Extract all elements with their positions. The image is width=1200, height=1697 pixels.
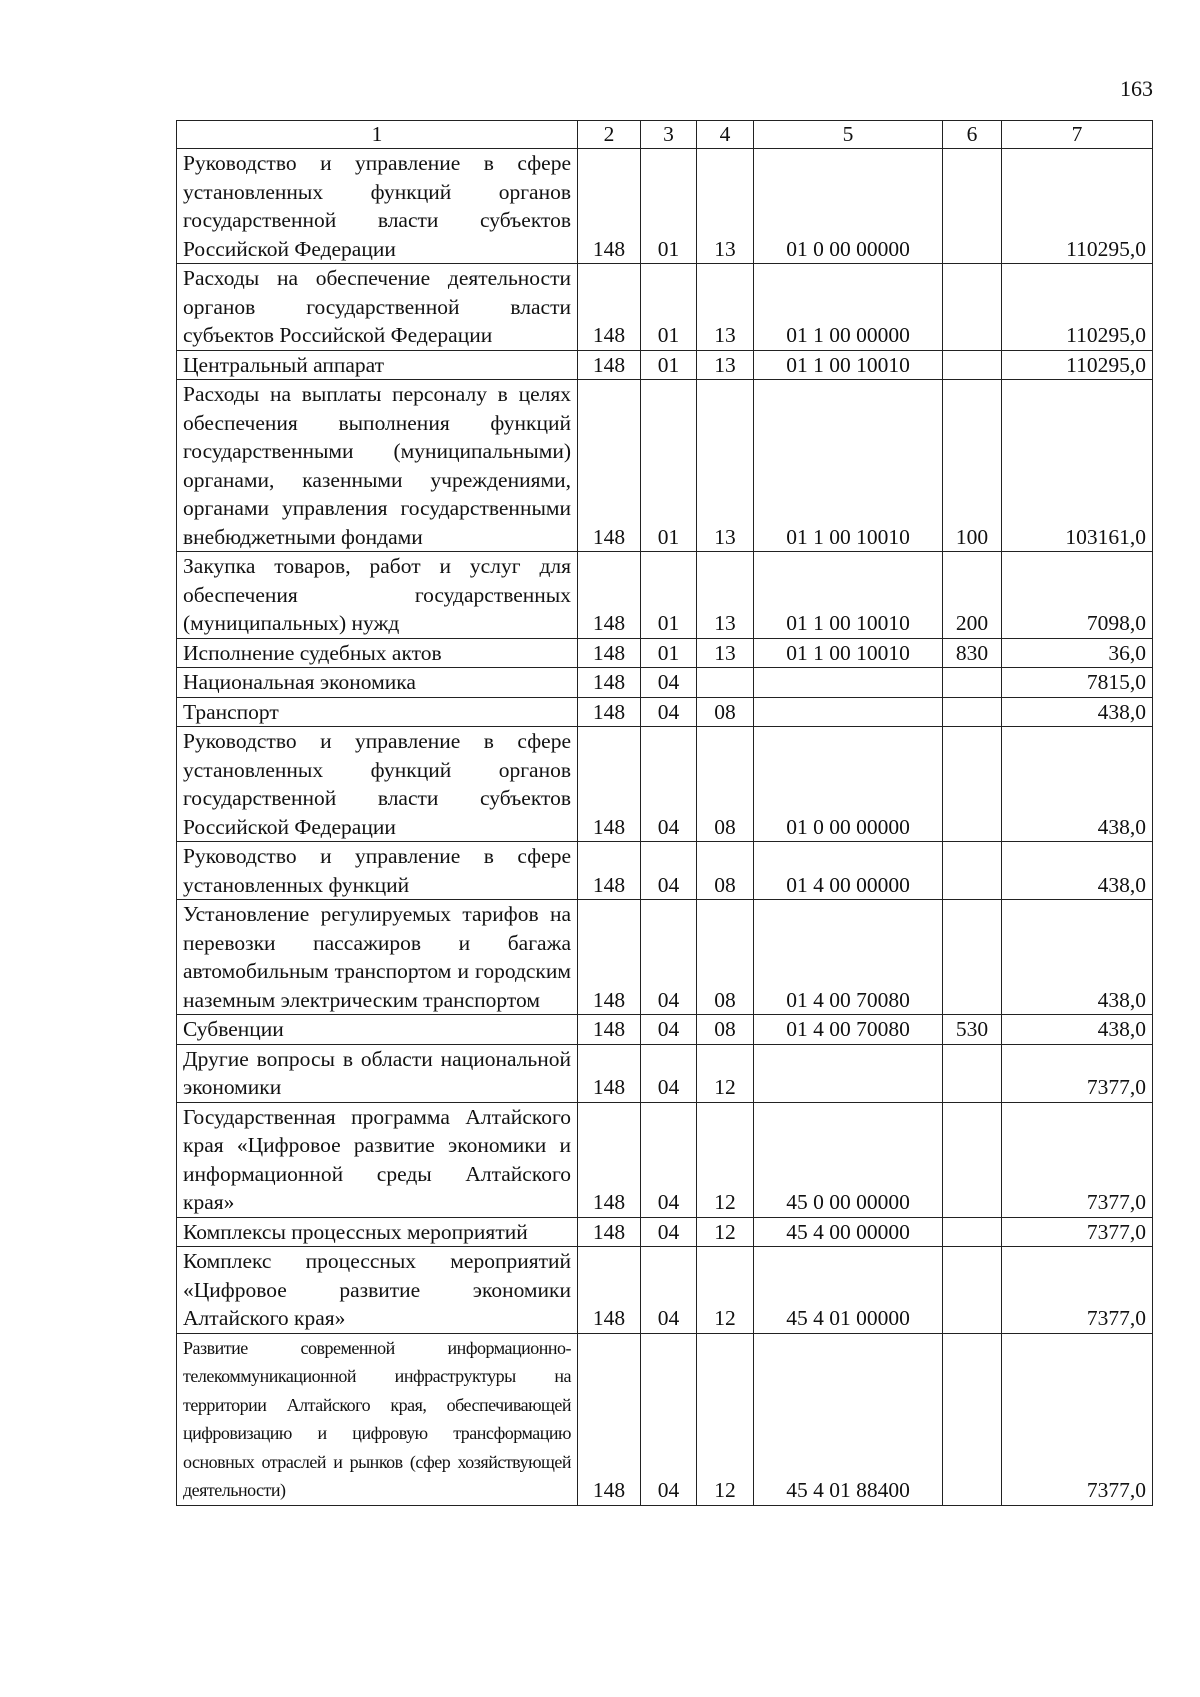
row-col2-cell: 148 xyxy=(578,900,641,1015)
row-name-cell: Национальная экономика xyxy=(177,668,578,698)
row-col3-cell: 04 xyxy=(641,697,697,727)
header-cell-1: 1 xyxy=(177,121,578,149)
row-col4-cell xyxy=(697,668,754,698)
row-col3-cell: 01 xyxy=(641,149,697,264)
row-amount-cell: 7377,0 xyxy=(1002,1044,1153,1102)
row-name-cell: Комплекс процессных мероприятий «Цифровое развитие экономики Алтайского края» xyxy=(177,1247,578,1334)
table-row xyxy=(177,380,1153,552)
row-col6-cell xyxy=(943,1102,1002,1217)
row-code-cell xyxy=(754,668,943,698)
row-amount-cell: 7377,0 xyxy=(1002,1247,1153,1334)
budget-table xyxy=(176,120,1153,1506)
row-amount-cell: 103161,0 xyxy=(1002,380,1153,552)
row-col2-cell: 148 xyxy=(578,1015,641,1045)
header-cell-2: 2 xyxy=(578,121,641,149)
row-col6-cell: 200 xyxy=(943,552,1002,639)
header-cell-4: 4 xyxy=(697,121,754,149)
row-amount-cell: 7377,0 xyxy=(1002,1102,1153,1217)
row-col2-cell: 148 xyxy=(578,727,641,842)
row-amount-cell: 438,0 xyxy=(1002,727,1153,842)
row-col3-cell: 04 xyxy=(641,1102,697,1217)
table-row xyxy=(177,668,1153,698)
row-code-cell: 01 0 00 00000 xyxy=(754,727,943,842)
row-col2-cell: 148 xyxy=(578,1333,641,1505)
row-col2-cell: 148 xyxy=(578,697,641,727)
row-col3-cell: 04 xyxy=(641,1044,697,1102)
table-row xyxy=(177,1015,1153,1045)
row-name-cell: Транспорт xyxy=(177,697,578,727)
row-col3-cell: 01 xyxy=(641,380,697,552)
row-name-cell: Расходы на обеспечение деятельности органов государственной власти субъектов Российской Федерации xyxy=(177,264,578,351)
table-row xyxy=(177,552,1153,639)
row-col4-cell: 08 xyxy=(697,727,754,842)
row-col2-cell: 148 xyxy=(578,149,641,264)
row-code-cell: 01 1 00 10010 xyxy=(754,552,943,639)
row-amount-cell: 7098,0 xyxy=(1002,552,1153,639)
row-col4-cell: 12 xyxy=(697,1333,754,1505)
row-col3-cell: 01 xyxy=(641,350,697,380)
table-row xyxy=(177,149,1153,264)
row-col6-cell xyxy=(943,350,1002,380)
row-col3-cell: 01 xyxy=(641,264,697,351)
row-code-cell: 45 4 01 00000 xyxy=(754,1247,943,1334)
row-col6-cell xyxy=(943,264,1002,351)
row-col3-cell: 04 xyxy=(641,1217,697,1247)
row-name-cell: Центральный аппарат xyxy=(177,350,578,380)
row-col2-cell: 148 xyxy=(578,552,641,639)
header-cell-3: 3 xyxy=(641,121,697,149)
row-col4-cell: 08 xyxy=(697,842,754,900)
row-amount-cell: 7377,0 xyxy=(1002,1217,1153,1247)
row-col2-cell: 148 xyxy=(578,668,641,698)
row-name-cell: Субвенции xyxy=(177,1015,578,1045)
table-row xyxy=(177,697,1153,727)
row-col3-cell: 04 xyxy=(641,1247,697,1334)
table-row xyxy=(177,1247,1153,1334)
row-name-cell: Комплексы процессных мероприятий xyxy=(177,1217,578,1247)
row-col2-cell: 148 xyxy=(578,1044,641,1102)
row-col6-cell xyxy=(943,1333,1002,1505)
row-col3-cell: 04 xyxy=(641,668,697,698)
row-amount-cell: 110295,0 xyxy=(1002,149,1153,264)
row-col2-cell: 148 xyxy=(578,350,641,380)
table-row xyxy=(177,727,1153,842)
row-col3-cell: 04 xyxy=(641,727,697,842)
row-code-cell: 45 4 00 00000 xyxy=(754,1217,943,1247)
row-col6-cell xyxy=(943,697,1002,727)
row-col3-cell: 01 xyxy=(641,638,697,668)
table-row xyxy=(177,638,1153,668)
row-amount-cell: 438,0 xyxy=(1002,697,1153,727)
table-row xyxy=(177,1333,1153,1505)
row-col4-cell: 08 xyxy=(697,1015,754,1045)
table-row xyxy=(177,900,1153,1015)
row-col4-cell: 12 xyxy=(697,1247,754,1334)
table-row xyxy=(177,1044,1153,1102)
row-col6-cell xyxy=(943,1217,1002,1247)
row-code-cell: 01 1 00 10010 xyxy=(754,380,943,552)
header-row xyxy=(177,121,1153,149)
row-code-cell: 01 0 00 00000 xyxy=(754,149,943,264)
row-code-cell: 01 1 00 10010 xyxy=(754,638,943,668)
row-code-cell: 01 1 00 00000 xyxy=(754,264,943,351)
row-code-cell: 45 4 01 88400 xyxy=(754,1333,943,1505)
row-name-cell: Руководство и управление в сфере установленных функций органов государственной власти субъектов Российской Федерации xyxy=(177,727,578,842)
row-col4-cell: 13 xyxy=(697,552,754,639)
row-col3-cell: 01 xyxy=(641,552,697,639)
row-name-cell: Установление регулируемых тарифов на перевозки пассажиров и багажа автомобильным транспортом и городским наземным электрическим транспортом xyxy=(177,900,578,1015)
row-col6-cell xyxy=(943,1044,1002,1102)
row-col6-cell: 830 xyxy=(943,638,1002,668)
table-row xyxy=(177,1217,1153,1247)
row-col2-cell: 148 xyxy=(578,1247,641,1334)
table-row xyxy=(177,842,1153,900)
row-col4-cell: 12 xyxy=(697,1217,754,1247)
row-col2-cell: 148 xyxy=(578,638,641,668)
row-col3-cell: 04 xyxy=(641,900,697,1015)
row-code-cell: 01 4 00 70080 xyxy=(754,1015,943,1045)
row-amount-cell: 7377,0 xyxy=(1002,1333,1153,1505)
row-amount-cell: 438,0 xyxy=(1002,842,1153,900)
table-row xyxy=(177,264,1153,351)
row-col2-cell: 148 xyxy=(578,380,641,552)
row-amount-cell: 438,0 xyxy=(1002,900,1153,1015)
row-code-cell xyxy=(754,697,943,727)
row-col4-cell: 12 xyxy=(697,1102,754,1217)
row-amount-cell: 7815,0 xyxy=(1002,668,1153,698)
row-name-cell: Другие вопросы в области национальной экономики xyxy=(177,1044,578,1102)
row-col3-cell: 04 xyxy=(641,1333,697,1505)
row-col4-cell: 13 xyxy=(697,149,754,264)
row-col3-cell: 04 xyxy=(641,842,697,900)
row-col2-cell: 148 xyxy=(578,842,641,900)
row-col6-cell xyxy=(943,727,1002,842)
row-col4-cell: 12 xyxy=(697,1044,754,1102)
row-code-cell: 45 0 00 00000 xyxy=(754,1102,943,1217)
row-col6-cell: 100 xyxy=(943,380,1002,552)
header-cell-5: 5 xyxy=(754,121,943,149)
row-col2-cell: 148 xyxy=(578,1217,641,1247)
row-col4-cell: 13 xyxy=(697,380,754,552)
row-code-cell: 01 1 00 10010 xyxy=(754,350,943,380)
row-col6-cell: 530 xyxy=(943,1015,1002,1045)
header-cell-6: 6 xyxy=(943,121,1002,149)
row-name-cell: Государственная программа Алтайского края «Цифровое развитие экономики и информационной среды Алтайского края» xyxy=(177,1102,578,1217)
row-col3-cell: 04 xyxy=(641,1015,697,1045)
row-amount-cell: 110295,0 xyxy=(1002,350,1153,380)
row-code-cell xyxy=(754,1044,943,1102)
row-col4-cell: 08 xyxy=(697,697,754,727)
row-col6-cell xyxy=(943,842,1002,900)
row-col6-cell xyxy=(943,900,1002,1015)
row-amount-cell: 438,0 xyxy=(1002,1015,1153,1045)
row-amount-cell: 110295,0 xyxy=(1002,264,1153,351)
row-code-cell: 01 4 00 00000 xyxy=(754,842,943,900)
row-col6-cell xyxy=(943,149,1002,264)
row-amount-cell: 36,0 xyxy=(1002,638,1153,668)
header-cell-7: 7 xyxy=(1002,121,1153,149)
row-name-cell: Закупка товаров, работ и услуг для обеспечения государственных (муниципальных) нужд xyxy=(177,552,578,639)
row-name-cell: Развитие современной информационно-телекоммуникационной инфраструктуры на территории Алтайского края, обеспечивающей цифровизацию и цифровую трансформацию основных отраслей и рынков (сфер хозяйствующей деятельности) xyxy=(177,1333,578,1505)
row-col4-cell: 13 xyxy=(697,264,754,351)
row-col4-cell: 08 xyxy=(697,900,754,1015)
row-name-cell: Руководство и управление в сфере установленных функций органов государственной власти субъектов Российской Федерации xyxy=(177,149,578,264)
row-name-cell: Руководство и управление в сфере установленных функций xyxy=(177,842,578,900)
row-name-cell: Расходы на выплаты персоналу в целях обеспечения выполнения функций государственными (муниципальными) органами, казенными учреждениями, органами управления государственными внебюджетными фондами xyxy=(177,380,578,552)
page-number: 163 xyxy=(1120,76,1153,101)
row-col4-cell: 13 xyxy=(697,638,754,668)
row-col2-cell: 148 xyxy=(578,1102,641,1217)
row-col6-cell xyxy=(943,1247,1002,1334)
row-name-cell: Исполнение судебных актов xyxy=(177,638,578,668)
row-col2-cell: 148 xyxy=(578,264,641,351)
row-col4-cell: 13 xyxy=(697,350,754,380)
row-col6-cell xyxy=(943,668,1002,698)
table-row xyxy=(177,350,1153,380)
table-row xyxy=(177,1102,1153,1217)
row-code-cell: 01 4 00 70080 xyxy=(754,900,943,1015)
